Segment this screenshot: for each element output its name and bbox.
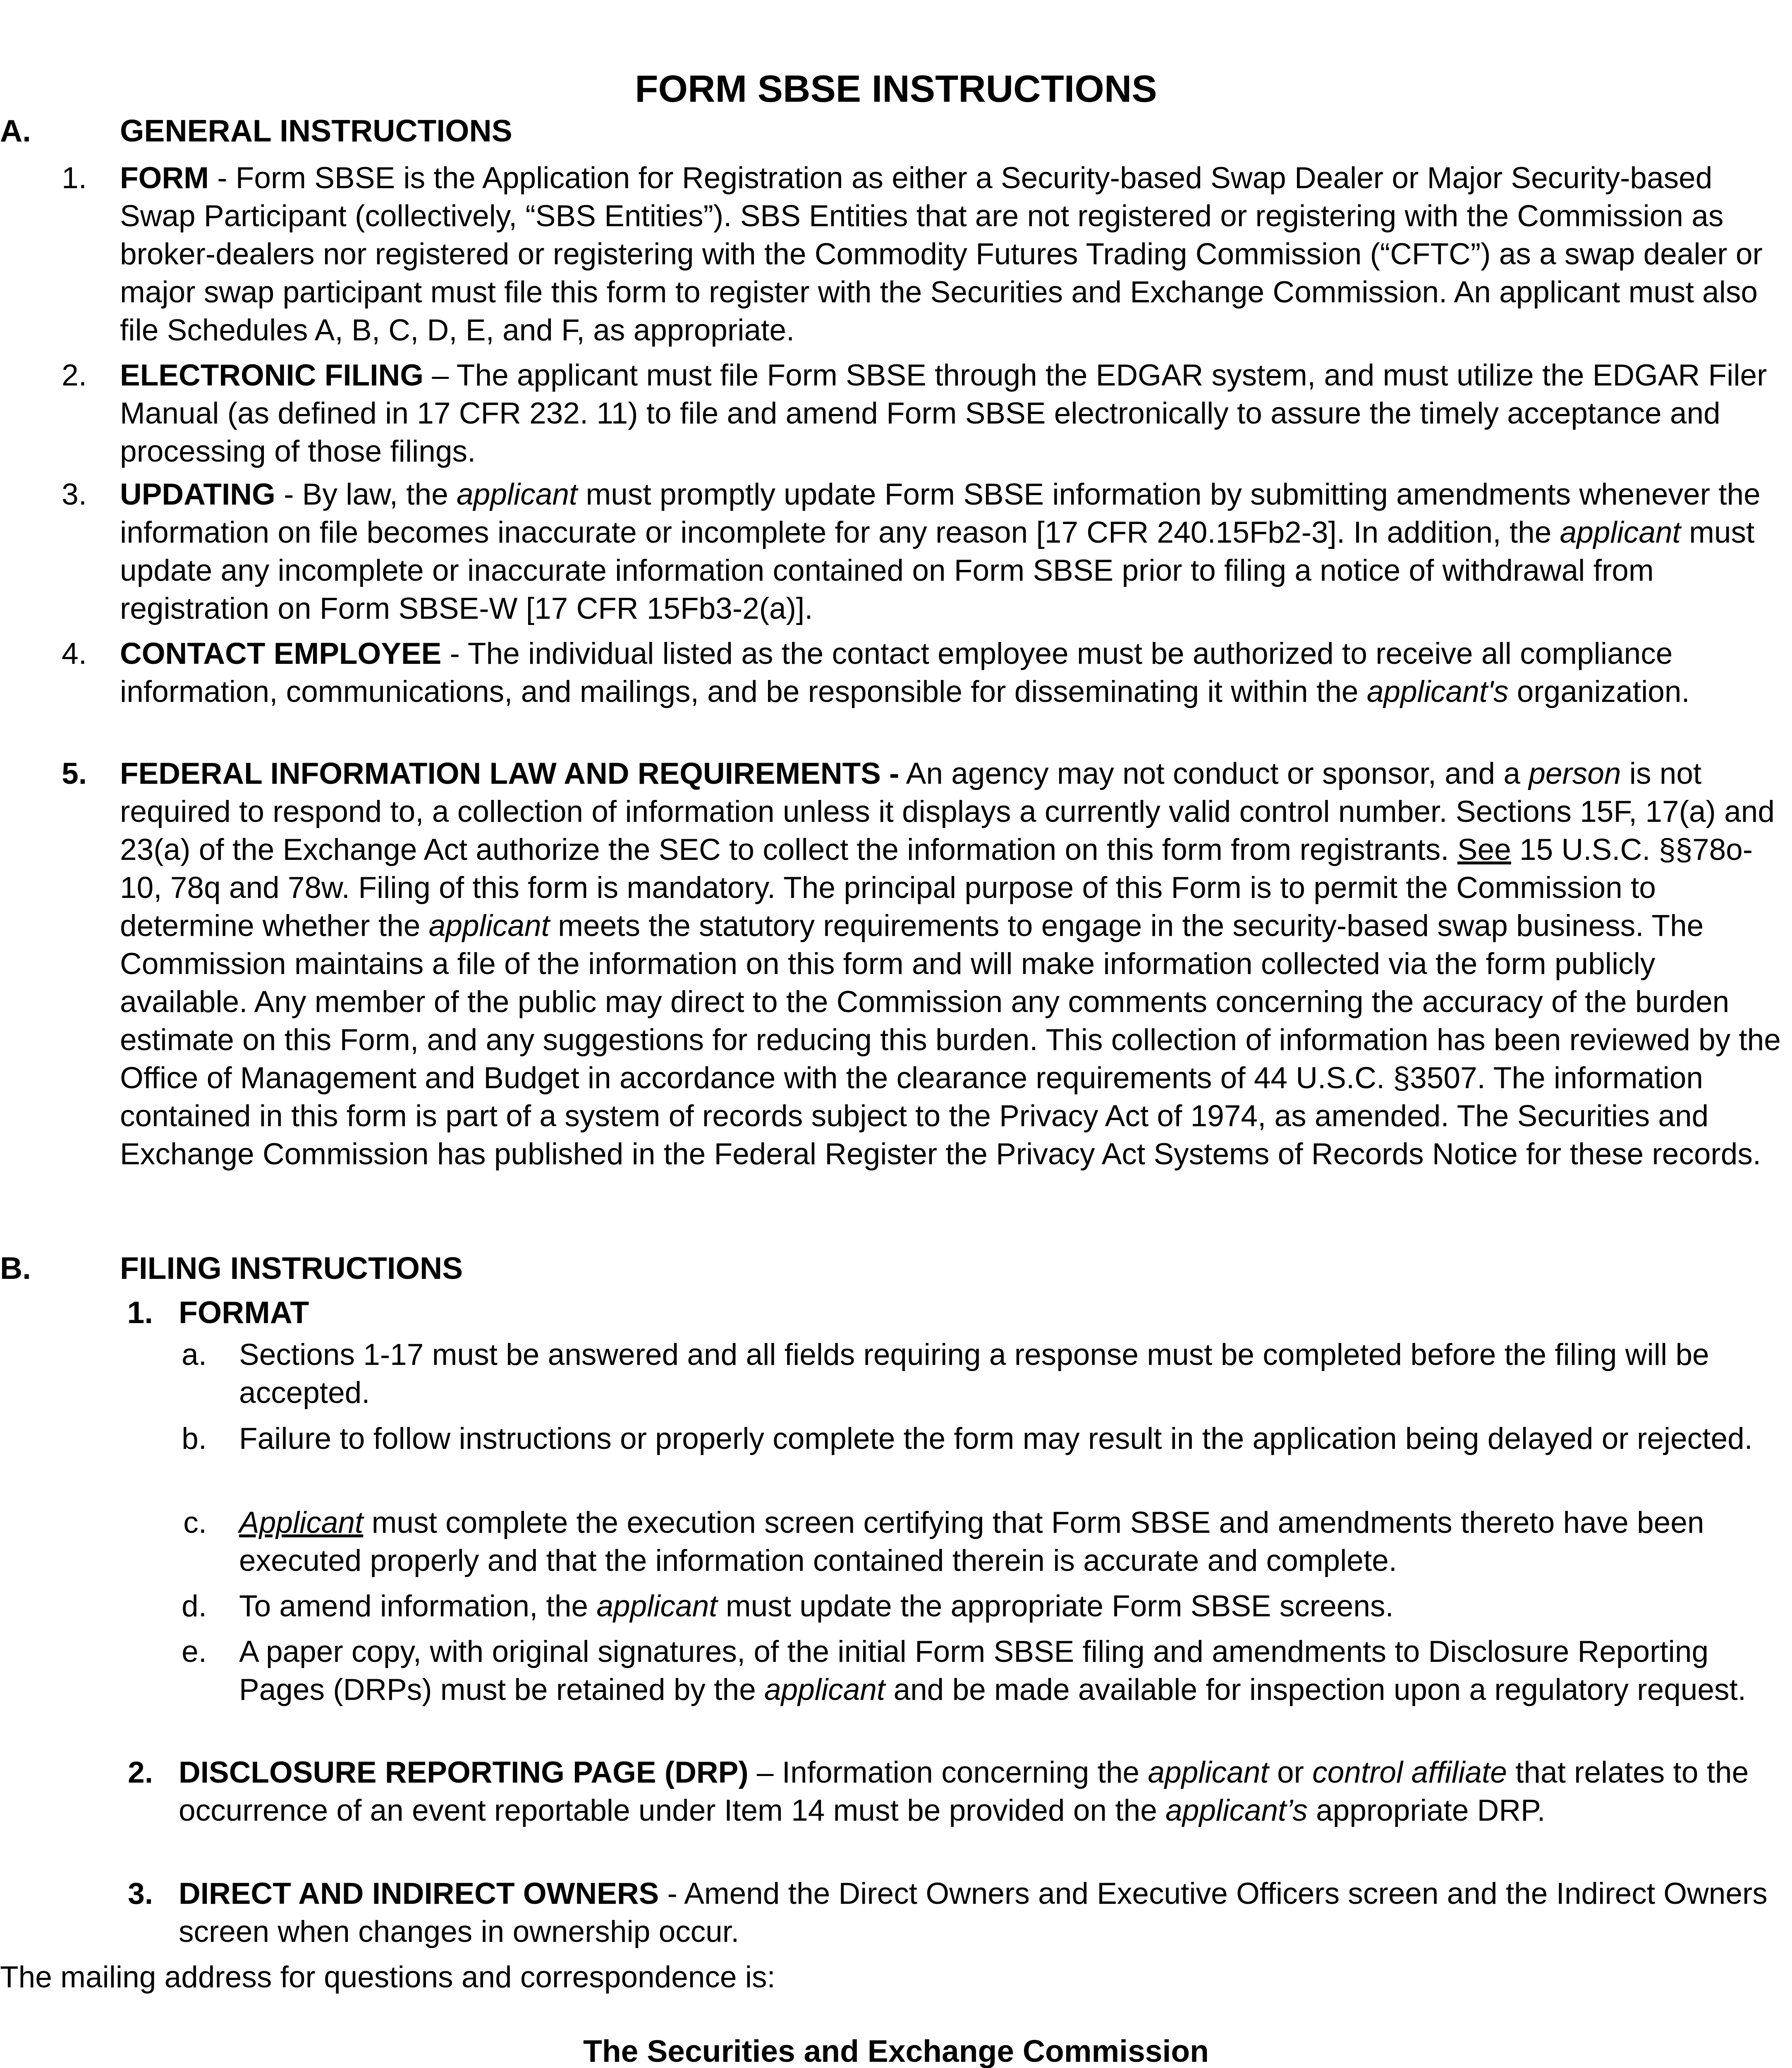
item-label: DIRECT AND INDIRECT OWNERS xyxy=(179,1877,659,1910)
subitem-letter: d. xyxy=(182,1589,207,1623)
item-number: 1. xyxy=(62,161,87,195)
italic-term: applicant xyxy=(1148,1756,1269,1789)
section-a-heading xyxy=(0,112,1792,150)
subitem-text xyxy=(239,1587,1778,1625)
italic-term: applicant xyxy=(764,1673,885,1707)
item-label: UPDATING xyxy=(120,478,275,511)
italic-term: applicant xyxy=(457,478,578,511)
item-text xyxy=(120,357,1778,471)
italic-term: applicant's xyxy=(1366,675,1509,708)
item-body: An agency may not conduct or sponsor, and a xyxy=(899,757,1529,790)
subitem-body: A paper copy, with original signatures, of the initial Form SBSE filing and amendments to Disclosure Reporting Pages (DRPs) must be retained by the xyxy=(239,1635,1709,1707)
item-label: FORMAT xyxy=(179,1295,309,1330)
italic-term: control affiliate xyxy=(1312,1756,1507,1789)
mailing-address-line-1: The Securities and Exchange Commission xyxy=(583,2034,1209,2068)
italic-term: applicant xyxy=(428,909,550,943)
item-body: that relates to the occurrence of an event reportable under Item 14 must be provided on the xyxy=(179,1756,1749,1827)
item-body: 15 U.S.C. §§78o-10, 78q and 78w. Filing of this form is mandatory. The principal purpose of this Form is to permit the Commission to determine whether the xyxy=(120,833,1753,943)
section-a-letter: A. xyxy=(0,113,31,148)
subitem-body: Sections 1-17 must be answered and all fields requiring a response must be completed before the filing will be accepted. xyxy=(239,1338,1709,1410)
subitem-text xyxy=(239,1504,1778,1580)
subitem-letter: c. xyxy=(183,1506,207,1539)
item-number: 2. xyxy=(62,359,87,392)
item-number: 1. xyxy=(127,1295,153,1330)
item-text xyxy=(179,1875,1779,1951)
subitem-letter: a. xyxy=(182,1338,207,1371)
item-body: is not required to respond to, a collection of information unless it displays a currently valid control number. Sections 15F, 17(a) and 23(a) of the Exchange Act authorize the SEC to collect the information on this form from registrants. xyxy=(120,757,1775,866)
item-number: 3. xyxy=(128,1877,153,1910)
underlined-term: See xyxy=(1457,833,1511,866)
subitem-body: must update the appropriate Form SBSE screens. xyxy=(717,1589,1394,1623)
item-body: - Form SBSE is the Application for Registration as either a Security-based Swap Dealer or Major Security-based Swap Participant (collectively, “SBS Entities”). SBS Entities that are not registered or registering with the Commission as broker-dealers nor registered or registering with the Commodity Futures Trading Commission (“CFTC”) as a swap dealer or major swap participant must file this form to register with the Securities and Exchange Commission. An applicant must also file Schedules A, B, C, D, E, and F, as appropriate. xyxy=(120,161,1763,347)
item-label: FEDERAL INFORMATION LAW AND REQUIREMENTS - xyxy=(120,757,900,790)
subitem-text xyxy=(239,1336,1778,1412)
subitem-text xyxy=(239,1420,1778,1458)
item-text xyxy=(120,159,1778,349)
subitem-body: Failure to follow instructions or properly complete the form may result in the application being delayed or rejected. xyxy=(239,1422,1753,1455)
item-number: 2. xyxy=(128,1756,153,1789)
item-label: CONTACT EMPLOYEE xyxy=(120,637,442,670)
subitem-text xyxy=(239,1633,1778,1709)
section-b-heading xyxy=(0,1249,1792,1287)
item-body: appropriate DRP. xyxy=(1307,1794,1546,1827)
page-title: FORM SBSE INSTRUCTIONS xyxy=(635,68,1157,110)
item-body: meets the statutory requirements to engage in the security-based swap business. The Commission maintains a file of the information on this form and will make information collected via the form publicly available. Any member of the public may direct to the Commission any comments concerning the accuracy of the burden estimate on this Form, and any suggestions for reducing this burden. This collection of information has been reviewed by the Office of Management and Budget in accordance with the clearance requirements of 44 U.S.C. §3507. The information contained in this form is part of a system of records subject to the Privacy Act of 1974, as amended. The Securities and Exchange Commission has published in the Federal Register the Privacy Act Systems of Records Notice for these records. xyxy=(120,909,1781,1171)
item-text xyxy=(120,476,1778,628)
subitem-letter: e. xyxy=(182,1635,207,1668)
item-label: DISCLOSURE REPORTING PAGE (DRP) xyxy=(179,1756,749,1789)
subitem-body: and be made available for inspection upon a regulatory request. xyxy=(885,1673,1747,1707)
section-b-title: FILING INSTRUCTIONS xyxy=(120,1251,463,1285)
subitem-letter: b. xyxy=(182,1422,207,1455)
item-number: 5. xyxy=(62,757,87,790)
item-body: organization. xyxy=(1508,675,1690,708)
italic-term: applicant xyxy=(596,1589,718,1623)
item-body: – The applicant must file Form SBSE through the EDGAR system, and must utilize the EDGAR Filer Manual (as defined in 17 CFR 232. 11) to file and amend Form SBSE electronically to assure the timely acceptance and processing of those filings. xyxy=(120,359,1767,468)
item-body: – Information concerning the xyxy=(748,1756,1148,1789)
italic-term: person xyxy=(1529,757,1621,790)
item-number: 3. xyxy=(62,478,87,511)
section-b-letter: B. xyxy=(0,1251,31,1285)
italic-term: applicant’s xyxy=(1165,1794,1308,1827)
item-number: 4. xyxy=(62,637,87,670)
item-body: must update any incomplete or inaccurate information contained on Form SBSE prior to filing a notice of withdrawal from registration on Form SBSE-W [17 CFR 15Fb3-2(a)]. xyxy=(120,516,1755,625)
item-body: - Amend the Direct Owners and Executive Officers screen and the Indirect Owners screen when changes in ownership occur. xyxy=(179,1877,1768,1948)
item-body: - The individual listed as the contact employee must be authorized to receive all compliance information, communications, and mailings, and be responsible for disseminating it within the xyxy=(120,637,1673,708)
italic-underlined-term: Applicant xyxy=(239,1506,364,1539)
item-body: - By law, the xyxy=(275,478,457,511)
item-text xyxy=(179,1754,1779,1830)
item-body: or xyxy=(1268,1756,1313,1789)
mailing-intro: The mailing address for questions and correspondence is: xyxy=(0,1960,775,1994)
item-text xyxy=(120,635,1778,711)
item-text xyxy=(120,755,1787,1173)
item-body: must promptly update Form SBSE information by submitting amendments whenever the information on file becomes inaccurate or incomplete for any reason [17 CFR 240.15Fb2-3]. In addition, the xyxy=(120,478,1761,549)
item-label: ELECTRONIC FILING xyxy=(120,359,424,392)
section-a-title: GENERAL INSTRUCTIONS xyxy=(120,113,512,148)
italic-term: applicant xyxy=(1560,516,1681,549)
subitem-body: must complete the execution screen certifying that Form SBSE and amendments thereto have been executed properly and that the information contained therein is accurate and complete. xyxy=(239,1506,1704,1577)
item-label: FORM xyxy=(120,161,209,195)
subitem-body: To amend information, the xyxy=(239,1589,597,1623)
